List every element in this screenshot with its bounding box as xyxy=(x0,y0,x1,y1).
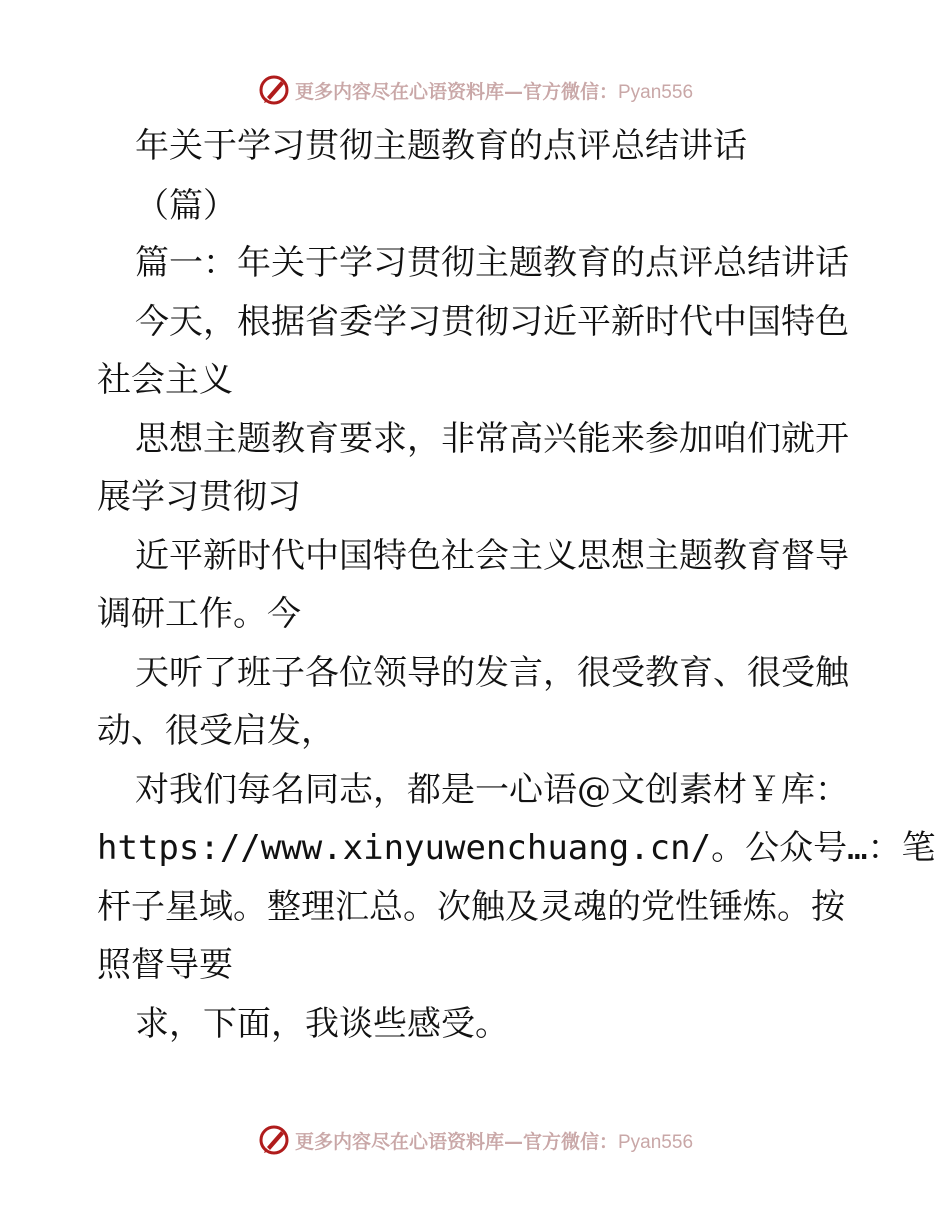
header-banner-text: 更多内容尽在心语资料库—官方微信：Pyan556 xyxy=(294,80,694,103)
pen-seal-icon xyxy=(257,1123,291,1157)
footer-banner xyxy=(0,1120,950,1160)
paragraph-line: 近平新时代中国特色社会主义思想主题教育督导 xyxy=(135,536,849,576)
paragraph-line: 展学习贯彻习 xyxy=(97,477,301,517)
paragraph-line-url: https://www.xinyuwenchuang.cn/。公众号…：笔 xyxy=(97,828,936,868)
pen-seal-icon xyxy=(257,73,291,107)
paragraph-line: 思想主题教育要求，非常高兴能来参加咱们就开 xyxy=(135,419,849,459)
footer-banner-text: 更多内容尽在心语资料库—官方微信：Pyan556 xyxy=(294,1130,694,1153)
header-banner xyxy=(0,70,950,110)
paragraph-line: 求，下面，我谈些感受。 xyxy=(135,1004,509,1044)
paragraph-line: 社会主义 xyxy=(97,360,233,400)
header-banner-handle: Pyan556 xyxy=(618,81,694,103)
paragraph-line: 对我们每名同志，都是一心语@文创素材￥库： xyxy=(135,770,849,810)
paragraph-line: 天听了班子各位领导的发言，很受教育、很受触 xyxy=(135,653,849,693)
paragraph-line: 今天，根据省委学习贯彻习近平新时代中国特色 xyxy=(135,302,849,342)
footer-banner-handle: Pyan556 xyxy=(618,1131,694,1153)
doc-title-line-1: 年关于学习贯彻主题教育的点评总结讲话 xyxy=(135,126,747,166)
paragraph-line: 调研工作。今 xyxy=(97,594,301,634)
paragraph-line: 照督导要 xyxy=(97,945,233,985)
section-heading: 篇一：年关于学习贯彻主题教育的点评总结讲话 xyxy=(135,243,849,283)
paragraph-line: 杆子星域。整理汇总。次触及灵魂的党性锤炼。按 xyxy=(97,887,845,927)
doc-title-line-2: （篇） xyxy=(135,186,237,226)
paragraph-line: 动、很受启发， xyxy=(97,711,335,751)
